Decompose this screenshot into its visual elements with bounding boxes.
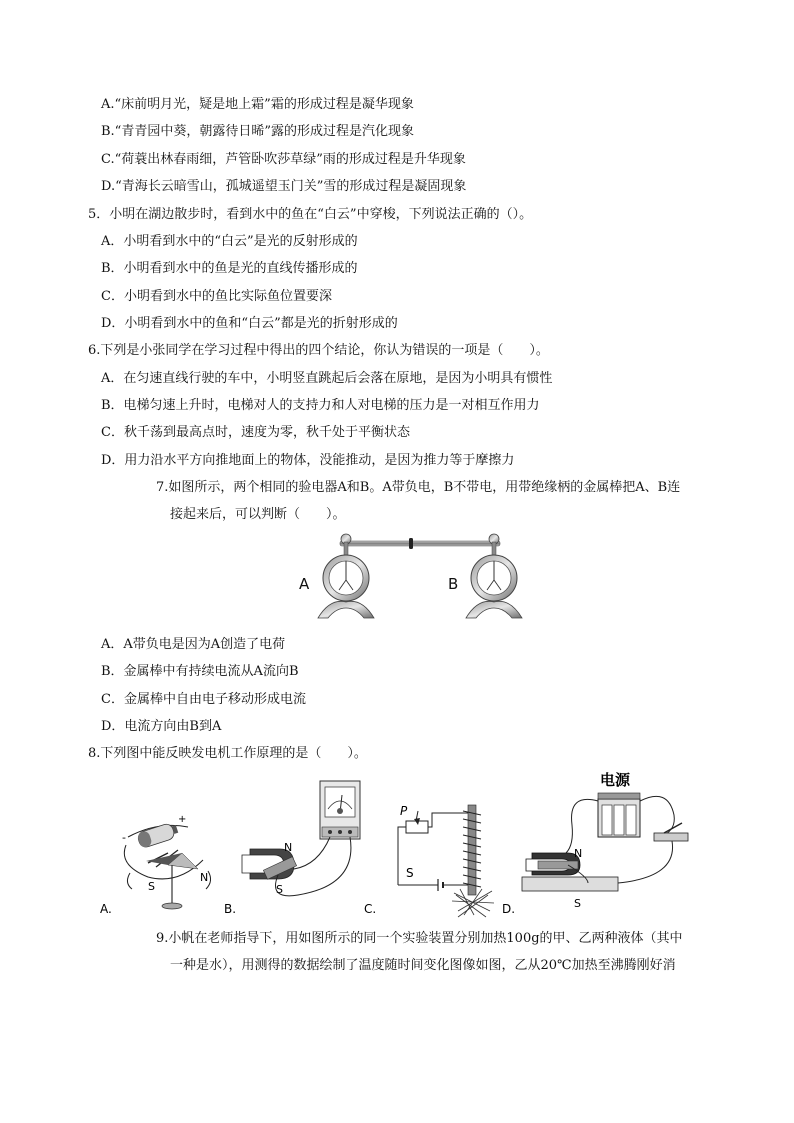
figure-a-n-label: N xyxy=(200,871,209,884)
battery-plus-label: + xyxy=(178,814,187,825)
q8-stem: 8.下列图中能反映发电机工作原理的是（ ）。 xyxy=(88,746,367,761)
q7-stem-line1: 7.如图所示，两个相同的验电器A和B。A带负电，B不带电，用带绝缘柄的金属棒把A、B连 xyxy=(156,480,681,495)
power-source-label: 电源 xyxy=(600,771,631,789)
q5-option-c: C．小明看到水中的鱼比实际鱼位置要深 xyxy=(101,289,332,304)
q4-option-c: C.“荷蓑出林春雨细，芦管卧吹莎草绿”雨的形成过程是升华现象 xyxy=(101,152,466,167)
figure-b-magnet-galvanometer xyxy=(224,781,360,916)
electroscope-a xyxy=(318,534,374,618)
q5-option-b: B．小明看到水中的鱼是光的直线传播形成的 xyxy=(101,261,358,276)
q5-option-a: A．小明看到水中的“白云”是光的反射形成的 xyxy=(101,234,358,249)
figure-d-s-label: S xyxy=(574,897,581,910)
q7-option-d: D．电流方向由B到A xyxy=(101,719,222,734)
battery-minus-label: - xyxy=(122,831,126,844)
q6-option-b: B．电梯匀速上升时，电梯对人的支持力和人对电梯的压力是一对相互作用力 xyxy=(101,398,540,413)
q7-option-a: A．A带负电是因为A创造了电荷 xyxy=(101,637,286,652)
q7-stem-line2: 接起来后，可以判断（ ）。 xyxy=(170,507,346,522)
q7-option-b: B．金属棒中有持续电流从A流向B xyxy=(101,664,299,679)
q9-stem-line2: 一种是水），用测得的数据绘制了温度随时间变化图像如图，乙从20℃加热至沸腾刚好消 xyxy=(170,958,676,973)
q4-option-b: B.“青青园中葵，朝露待日晞”露的形成过程是汽化现象 xyxy=(101,124,414,139)
q8-figures xyxy=(98,765,698,920)
insulating-handle xyxy=(409,538,413,549)
q9-stem-line1: 9.小帆在老师指导下，用如图所示的同一个实验装置分别加热100g的甲、乙两种液体（其中 xyxy=(156,931,683,946)
figure-a-battery-compass xyxy=(100,814,211,916)
battery-pack xyxy=(598,793,640,837)
q4-option-d: D.“青海长云暗雪山，孤城遥望玉门关”雪的形成过程是凝固现象 xyxy=(101,179,467,194)
switch xyxy=(654,823,688,841)
figure-d-motor-power xyxy=(502,771,688,916)
electroscope-a-label: A xyxy=(299,575,310,593)
figure-d-label: D. xyxy=(502,902,516,916)
figure-c-s-label: S xyxy=(406,866,414,880)
electroscope-b xyxy=(466,534,522,618)
q6-option-d: D．用力沿水平方向推地面上的物体，没能推动，是因为推力等于摩擦力 xyxy=(101,453,515,468)
figure-a-label: A. xyxy=(100,902,112,916)
q7-option-c: C．金属棒中自由电子移动形成电流 xyxy=(101,692,306,707)
q4-option-a: A.“床前明月光，疑是地上霜”霜的形成过程是凝华现象 xyxy=(101,97,414,112)
figure-b-label: B. xyxy=(224,902,237,916)
q6-option-c: C．秋千荡到最高点时，速度为零，秋千处于平衡状态 xyxy=(101,425,410,440)
figure-b-n-label: N xyxy=(284,841,293,854)
q5-option-d: D．小明看到水中的鱼和“白云”都是光的折射形成的 xyxy=(101,316,398,331)
q6-option-a: A．在匀速直线行驶的车中，小明竖直跳起后会落在原地，是因为小明具有惯性 xyxy=(101,371,553,386)
rheostat-p-label: P xyxy=(400,804,408,818)
figure-d-n-label: N xyxy=(574,847,583,860)
figure-a-s-label: S xyxy=(148,880,155,893)
metal-rod xyxy=(340,541,500,546)
q5-stem: 5．小明在湖边散步时，看到水中的鱼在“白云”中穿梭，下列说法正确的（）。 xyxy=(88,207,533,222)
figure-b-s-label: S xyxy=(276,883,283,896)
electroscope-b-label: B xyxy=(448,575,459,593)
electroscope-figure xyxy=(290,528,540,620)
figure-c-electromagnet xyxy=(364,804,494,917)
q6-stem: 6.下列是小张同学在学习过程中得出的四个结论，你认为错误的一项是（ ）。 xyxy=(88,343,549,358)
figure-c-label: C. xyxy=(364,902,377,916)
